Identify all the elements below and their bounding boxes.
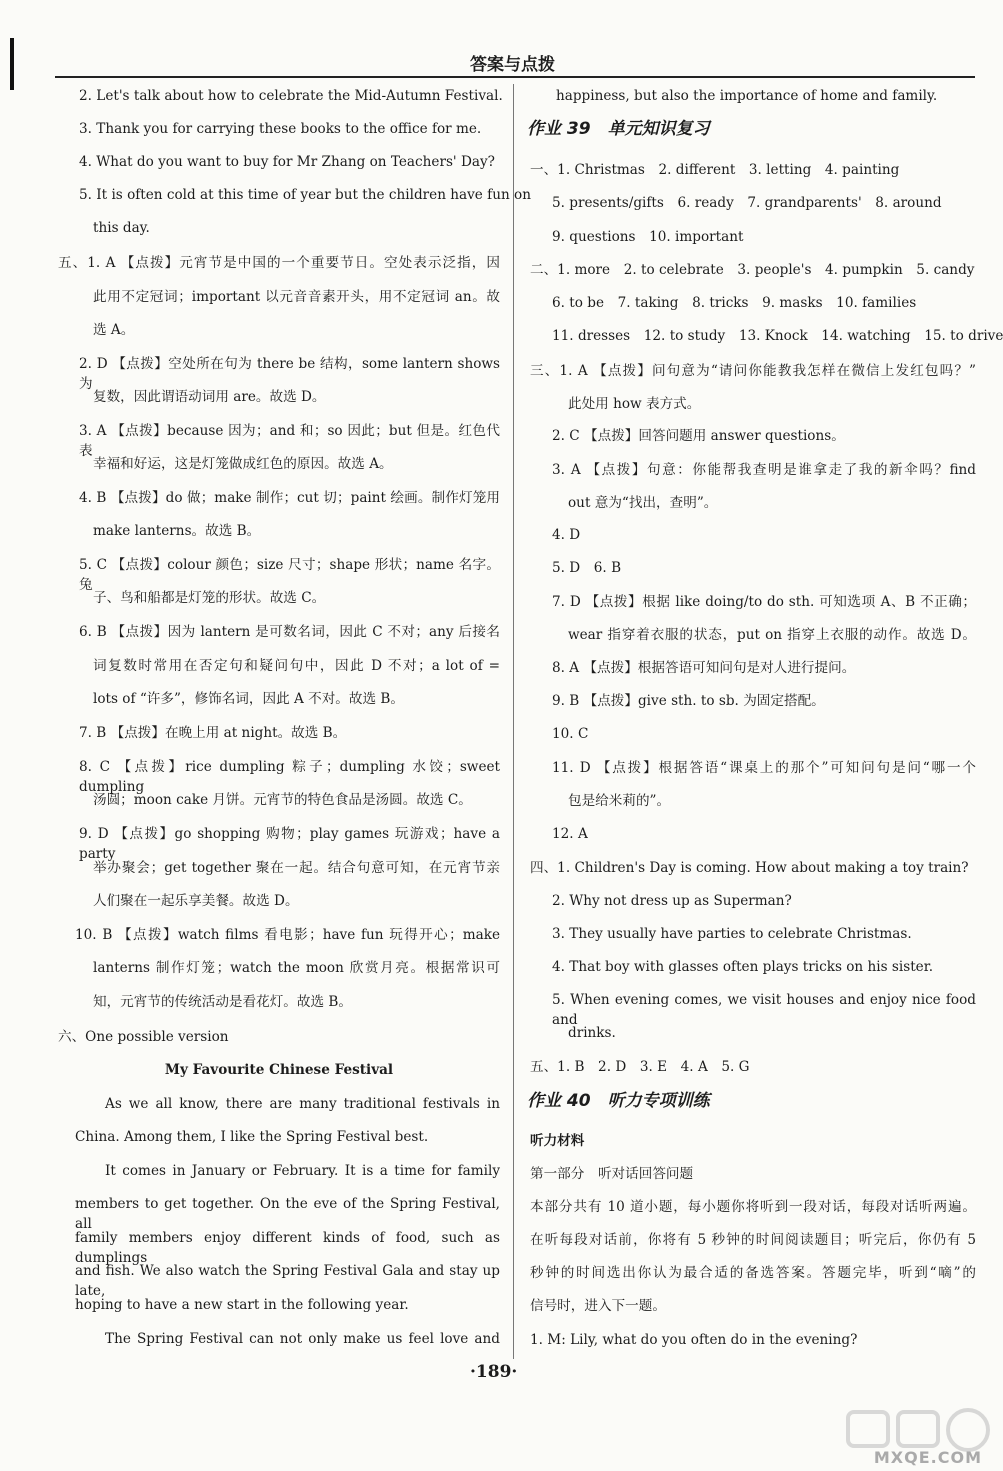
page-number: ·189· — [470, 1362, 518, 1382]
text-line: this day. — [93, 220, 150, 236]
text-line: 3. A 【点拨】句意：你能帮我查明是谁拿走了我的新伞吗？find — [552, 462, 976, 478]
text-line: 10. C — [552, 726, 589, 742]
page-header — [55, 48, 975, 78]
header-title: 答案与点拨 — [470, 55, 555, 75]
text-line: 9. D 【点拨】go shopping 购物；play games 玩游戏；have a party — [79, 826, 500, 862]
text-line: As we all know, there are many traditional festivals in — [105, 1096, 500, 1112]
text-line: 5. D 6. B — [552, 560, 622, 576]
text-line: 包是给米莉的”。 — [568, 793, 671, 809]
column-divider — [513, 84, 514, 1359]
text-line: 4. D — [552, 527, 581, 543]
text-line: 此用不定冠词；important 以元音音素开头，用不定冠词 an。故 — [93, 289, 500, 305]
text-line: lanterns 制作灯笼；watch the moon 欣赏月亮。根据常识可 — [93, 960, 500, 976]
text-line: 选 A。 — [93, 322, 135, 338]
text-line: 二、1. more 2. to celebrate 3. people's 4. pumpkin 5. candy — [530, 262, 975, 278]
text-line: 3. They usually have parties to celebrate Christmas. — [552, 926, 912, 942]
text-line: 2. Let's talk about how to celebrate the Mid-Autumn Festival. — [79, 88, 503, 104]
text-line: 11. dresses 12. to study 13. Knock 14. watching 15. to drive — [552, 328, 1003, 344]
text-line: 9. B 【点拨】give sth. to sb. 为固定搭配。 — [552, 693, 825, 709]
text-line: China. Among them, I like the Spring Festival best. — [75, 1129, 429, 1145]
text-line: 2. C 【点拨】回答问题用 answer questions。 — [552, 428, 845, 444]
text-line: members to get together. On the eve of the Spring Festival, all — [75, 1196, 500, 1232]
text-line: 人们聚在一起乐享美餐。故选 D。 — [93, 893, 299, 909]
text-line: 8. C 【点拨】rice dumpling 粽子；dumpling 水饺；sweet dumpling — [79, 759, 500, 795]
binding-bar — [10, 38, 14, 90]
text-line: 5. C 【点拨】colour 颜色；size 尺寸；shape 形状；name 名字。兔 — [79, 557, 500, 593]
text-line: 幸福和好运，这是灯笼做成红色的原因。故选 A。 — [93, 456, 393, 472]
text-line: 5. It is often cold at this time of year but the children have fun on — [79, 187, 531, 203]
text-line: 4. B 【点拨】do 做；make 制作；cut 切；paint 绘画。制作灯笼用 — [79, 490, 500, 506]
text-line: happiness, but also the importance of home and family. — [556, 88, 938, 104]
text-line: 12. A — [552, 826, 588, 842]
text-line: 6. to be 7. taking 8. tricks 9. masks 10. families — [552, 295, 917, 311]
text-line: 8. A 【点拨】根据答语可知问句是对人进行提问。 — [552, 660, 856, 676]
text-line: 3. Thank you for carrying these books to the office for me. — [79, 121, 482, 137]
text-line: 五、1. A 【点拨】元宵节是中国的一个重要节日。空处表示泛指，因 — [58, 255, 500, 271]
text-line: 此处用 how 表方式。 — [568, 396, 701, 412]
text-line: 五、1. B 2. D 3. E 4. A 5. G — [530, 1059, 750, 1075]
watermark-url: MXQE.COM — [873, 1448, 982, 1467]
text-line: 2. Why not dress up as Superman? — [552, 893, 792, 909]
text-line: family members enjoy different kinds of food, such as dumplings — [75, 1230, 500, 1266]
text-line: 本部分共有 10 道小题，每小题你将听到一段对话，每段对话听两遍。 — [530, 1199, 976, 1215]
text-line: 4. That boy with glasses often plays tricks on his sister. — [552, 959, 934, 975]
text-line: and fish. We also watch the Spring Festival Gala and stay up late, — [75, 1263, 500, 1299]
text-line: 第一部分 听对话回答问题 — [530, 1166, 694, 1182]
text-line: 秒钟的时间选出你认为最合适的备选答案。答题完毕，听到“嘀”的 — [530, 1265, 976, 1281]
text-line: 子、鸟和船都是灯笼的形状。故选 C。 — [93, 590, 326, 606]
text-line: The Spring Festival can not only make us feel love and — [105, 1331, 500, 1347]
text-line: 1. M: Lily, what do you often do in the evening? — [530, 1332, 858, 1348]
text-line: 四、1. Children's Day is coming. How about making a toy train? — [530, 860, 969, 876]
text-line: out 意为“找出，查明”。 — [568, 495, 718, 511]
text-line: 10. B 【点拨】watch films 看电影；have fun 玩得开心；make — [75, 927, 500, 943]
text-line: 3. A 【点拨】because 因为；and 和；so 因此；but 但是。红色代表 — [79, 423, 500, 459]
text-line: 11. D 【点拨】根据答语“课桌上的那个”可知问句是问“哪一个 — [552, 760, 976, 776]
text-line: 汤圆；moon cake 月饼。元宵节的特色食品是汤圆。故选 C。 — [93, 792, 472, 808]
text-line: 6. B 【点拨】因为 lantern 是可数名词，因此 C 不对；any 后接名 — [79, 624, 500, 640]
text-line: 知，元宵节的传统活动是看花灯。故选 B。 — [93, 994, 352, 1010]
text-line: 5. When evening comes, we visit houses and enjoy nice food and — [552, 992, 976, 1028]
text-line: hoping to have a new start in the following year. — [75, 1297, 409, 1313]
text-line: 举办聚会；get together 聚在一起。结合句意可知，在元宵节亲 — [93, 860, 500, 876]
text-line: 7. B 【点拨】在晚上用 at night。故选 B。 — [79, 725, 347, 741]
text-line: 5. presents/gifts 6. ready 7. grandparents' 8. around — [552, 195, 942, 211]
text-line: It comes in January or February. It is a time for family — [105, 1163, 500, 1179]
section-heading: 听力材料 — [530, 1133, 585, 1149]
text-line: 三、1. A 【点拨】问句意为“请问你能教我怎样在微信上发红包吗？” — [530, 363, 976, 379]
text-line: 信号时，进入下一题。 — [530, 1298, 666, 1314]
text-line: make lanterns。故选 B。 — [93, 523, 261, 539]
text-line: lots of “许多”，修饰名词，因此 A 不对。故选 B。 — [93, 691, 404, 707]
text-line: 一、1. Christmas 2. different 3. letting 4. painting — [530, 162, 900, 178]
text-line: 2. D 【点拨】空处所在句为 there be 结构，some lantern shows 为 — [79, 356, 500, 392]
text-line: 复数，因此谓语动词用 are。故选 D。 — [93, 389, 326, 405]
homework-heading: 作业 40 听力专项训练 — [527, 1091, 710, 1111]
text-line: 7. D 【点拨】根据 like doing/to do sth. 可知选项 A、B 不正确； — [552, 594, 976, 610]
text-line: wear 指穿着衣服的状态，put on 指穿上衣服的动作。故选 D。 — [568, 627, 976, 643]
text-line: 在听每段对话前，你将有 5 秒钟的时间阅读题目；听完后，你仍有 5 — [530, 1232, 976, 1248]
text-line: 9. questions 10. important — [552, 229, 744, 245]
essay-title: My Favourite Chinese Festival — [164, 1062, 394, 1078]
text-line: 六、One possible version — [58, 1029, 229, 1045]
text-line: 4. What do you want to buy for Mr Zhang on Teachers' Day? — [79, 154, 495, 170]
text-line: drinks. — [568, 1025, 616, 1041]
homework-heading: 作业 39 单元知识复习 — [527, 119, 710, 139]
text-line: 词复数时常用在否定句和疑问句中，因此 D 不对；a lot of = — [93, 658, 500, 674]
